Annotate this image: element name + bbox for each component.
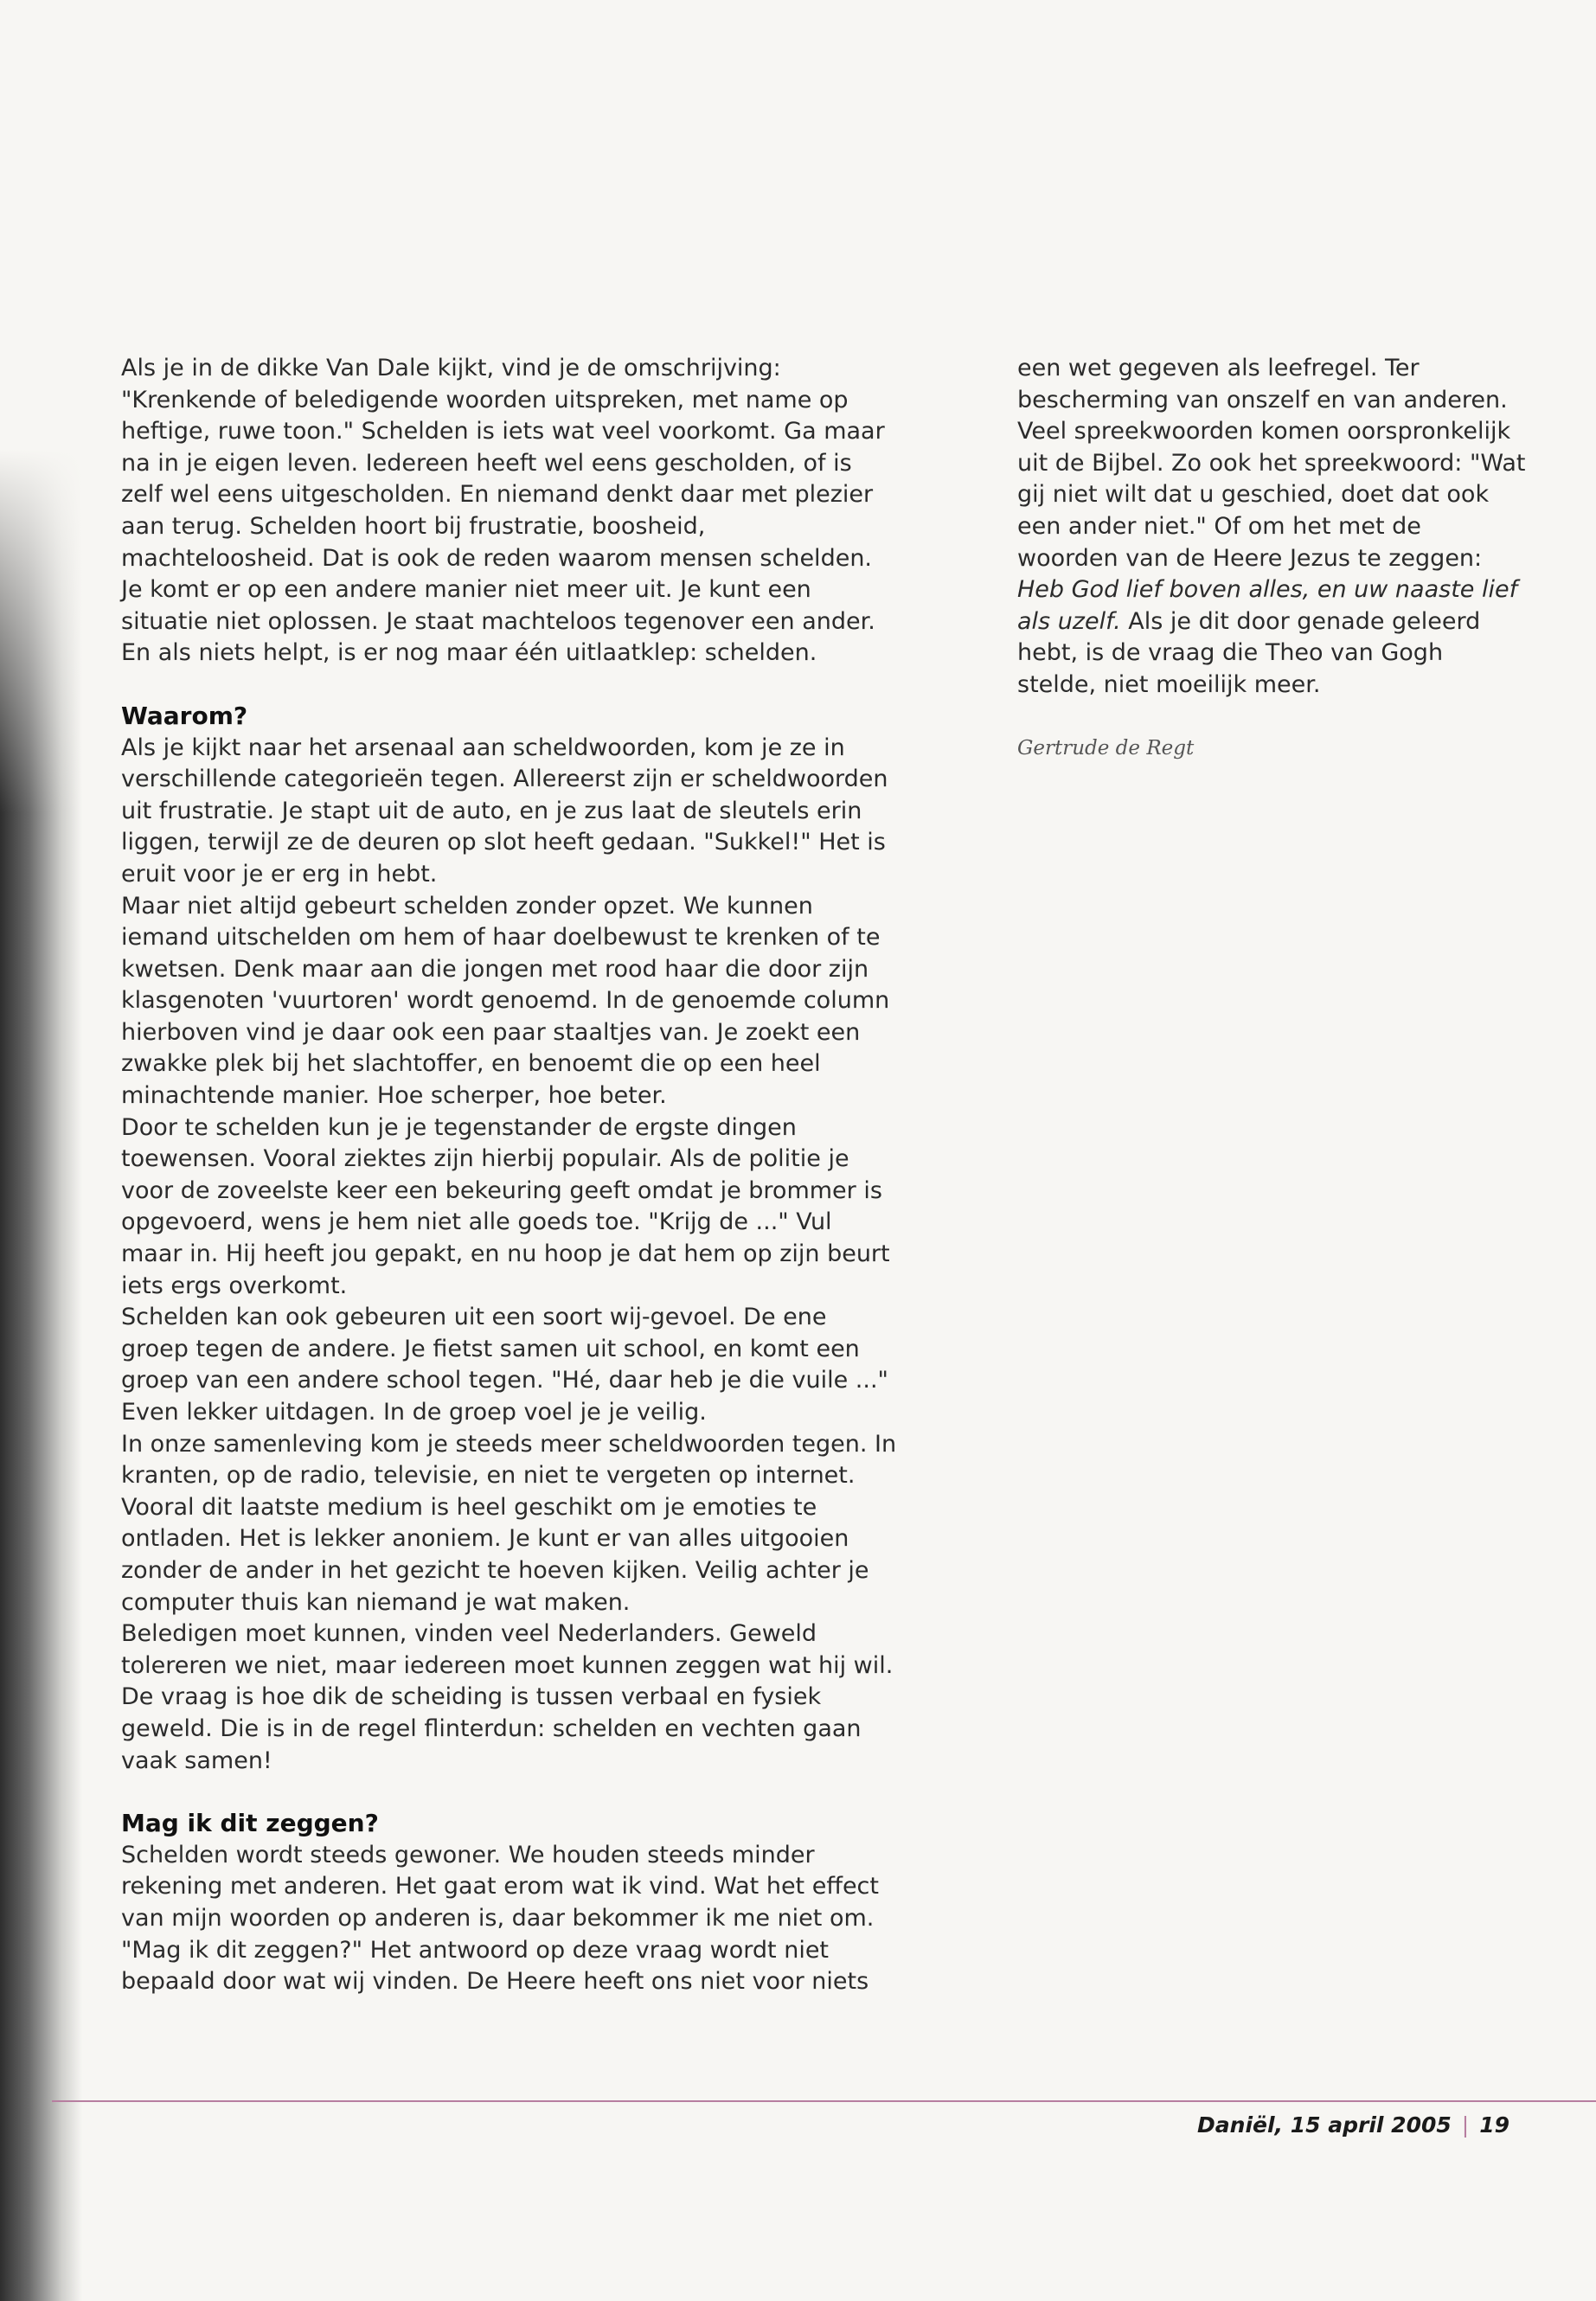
paragraph-text: Als je dit door genade geleerd hebt, is de vraag die Theo van Gogh stelde, niet moeilijk meer. — [1017, 607, 1481, 698]
spacer — [121, 1777, 900, 1808]
paragraph: "Mag ik dit zeggen?" Het antwoord op deze vraag wordt niet bepaald door wat wij vinden. De Heere heeft ons niet voor niets — [121, 1936, 869, 1996]
paragraph: Schelden wordt steeds gewoner. We houden steeds minder rekening met anderen. Het gaat erom wat ik vind. Wat het effect van mijn woorden op anderen is, daar bekommer ik me niet om. — [121, 1841, 879, 1932]
bible-quote: Heb God lief boven alles, en uw naaste lief als uzelf. — [1017, 576, 1518, 635]
spacer — [121, 670, 900, 701]
paragraph: In onze samenleving kom je steeds meer scheldwoorden tegen. In kranten, op de radio, televisie, en niet te vergeten op internet. Vooral dit laatste medium is heel geschikt om je emoties te ontladen. Het is lekker anoniem. Je kunt er van alles uitgooien zonder de ander in het gezicht te hoeven kijken. Veilig achter je computer thuis kan niemand je wat maken. — [121, 1430, 897, 1616]
paragraph: Beledigen moet kunnen, vinden veel Nederlanders. Geweld tolereren we niet, maar iedereen moet kunnen zeggen wat hij wil. De vraag is hoe dik de scheiding is tussen verbaal en fysiek geweld. Die is in de regel flinterdun: schelden en vechten gaan vaak samen! — [121, 1620, 894, 1774]
article-left-column — [121, 353, 900, 1998]
page-binding-shadow-fade — [0, 450, 82, 813]
intro-paragraph: Als je in de dikke Van Dale kijkt, vind je de omschrijving: "Krenkende of beledigende woorden uitspreken, met name op heftige, ruwe toon." Schelden is iets wat veel voorkomt. Ga maar na in je eigen leven. Iedereen heeft wel eens gescholden, of is zelf wel eens uitgescholden. En niemand denkt daar met plezier aan terug. Schelden hoort bij frustratie, boosheid, machteloosheid. Dat is ook de reden waarom mensen schelden. Je komt er op een andere manier niet meer uit. Je kunt een situatie niet oplossen. Je staat machteloos tegenover een ander. En als niets helpt, is er nog maar één uitlaatklep: schelden. — [121, 355, 885, 667]
paragraph: Schelden kan ook gebeuren uit een soort wij-gevoel. De ene groep tegen de andere. Je fietst samen uit school, en komt een groep van een andere school tegen. "Hé, daar heb je die vuile ..." Even lekker uitdagen. In de groep voel je je veilig. — [121, 1304, 888, 1426]
section-heading-waarom: Waarom? — [121, 701, 248, 730]
spacer — [1017, 702, 1528, 733]
page-footer — [1197, 2104, 1509, 2147]
paragraph: Maar niet altijd gebeurt schelden zonder opzet. We kunnen iemand uitschelden om hem of haar doelbewust te krenken of te kwetsen. Denk maar aan die jongen met rood haar die door zijn klasgenoten 'vuurtoren' wordt genoemd. In de genoemde column hierboven vind je daar ook een paar staaltjes van. Je zoekt een zwakke plek bij het slachtoffer, en benoemt die op een heel minachtende manier. Hoe scherper, hoe beter. — [121, 892, 890, 1110]
author-signature: Gertrude de Regt — [1017, 736, 1195, 760]
publication-date: Daniël, 15 april 2005 — [1197, 2112, 1452, 2138]
footer-rule — [52, 2100, 1596, 2102]
paragraph: een wet gegeven als leefregel. Ter bescherming van onszelf en van anderen. — [1017, 355, 1508, 413]
paragraph: Door te schelden kun je je tegenstander de ergste dingen toewensen. Vooral ziektes zijn hierbij populair. Als de politie je voor de zoveelste keer een bekeuring geeft omdat je brommer is opgevoerd, wens je hem niet alle goeds toe. "Krijg de ..." Vul maar in. Hij heeft jou gepakt, en nu hoop je dat hem op zijn beurt iets ergs overkomt. — [121, 1113, 890, 1299]
paragraph-with-quote — [1017, 416, 1528, 701]
article-right-column — [1017, 353, 1528, 764]
section-heading-mag-ik-dit-zeggen: Mag ik dit zeggen? — [121, 1809, 379, 1838]
page-number: 19 — [1479, 2112, 1509, 2138]
footer-separator: | — [1461, 2112, 1470, 2138]
paragraph-text: Veel spreekwoorden komen oorspronkelijk uit de Bijbel. Zo ook het spreekwoord: "Wat gij niet wilt dat u geschied, doet dat ook een ander niet." Of om het met de woorden van de Heere Jezus te zeggen: — [1017, 418, 1526, 572]
paragraph: Als je kijkt naar het arsenaal aan scheldwoorden, kom je ze in verschillende categorieën tegen. Allereerst zijn er scheldwoorden uit frustratie. Je stapt uit de auto, en je zus laat de sleutels erin liggen, terwijl ze de deuren op slot heeft gedaan. "Sukkel!" Het is eruit voor je er erg in hebt. — [121, 734, 888, 888]
